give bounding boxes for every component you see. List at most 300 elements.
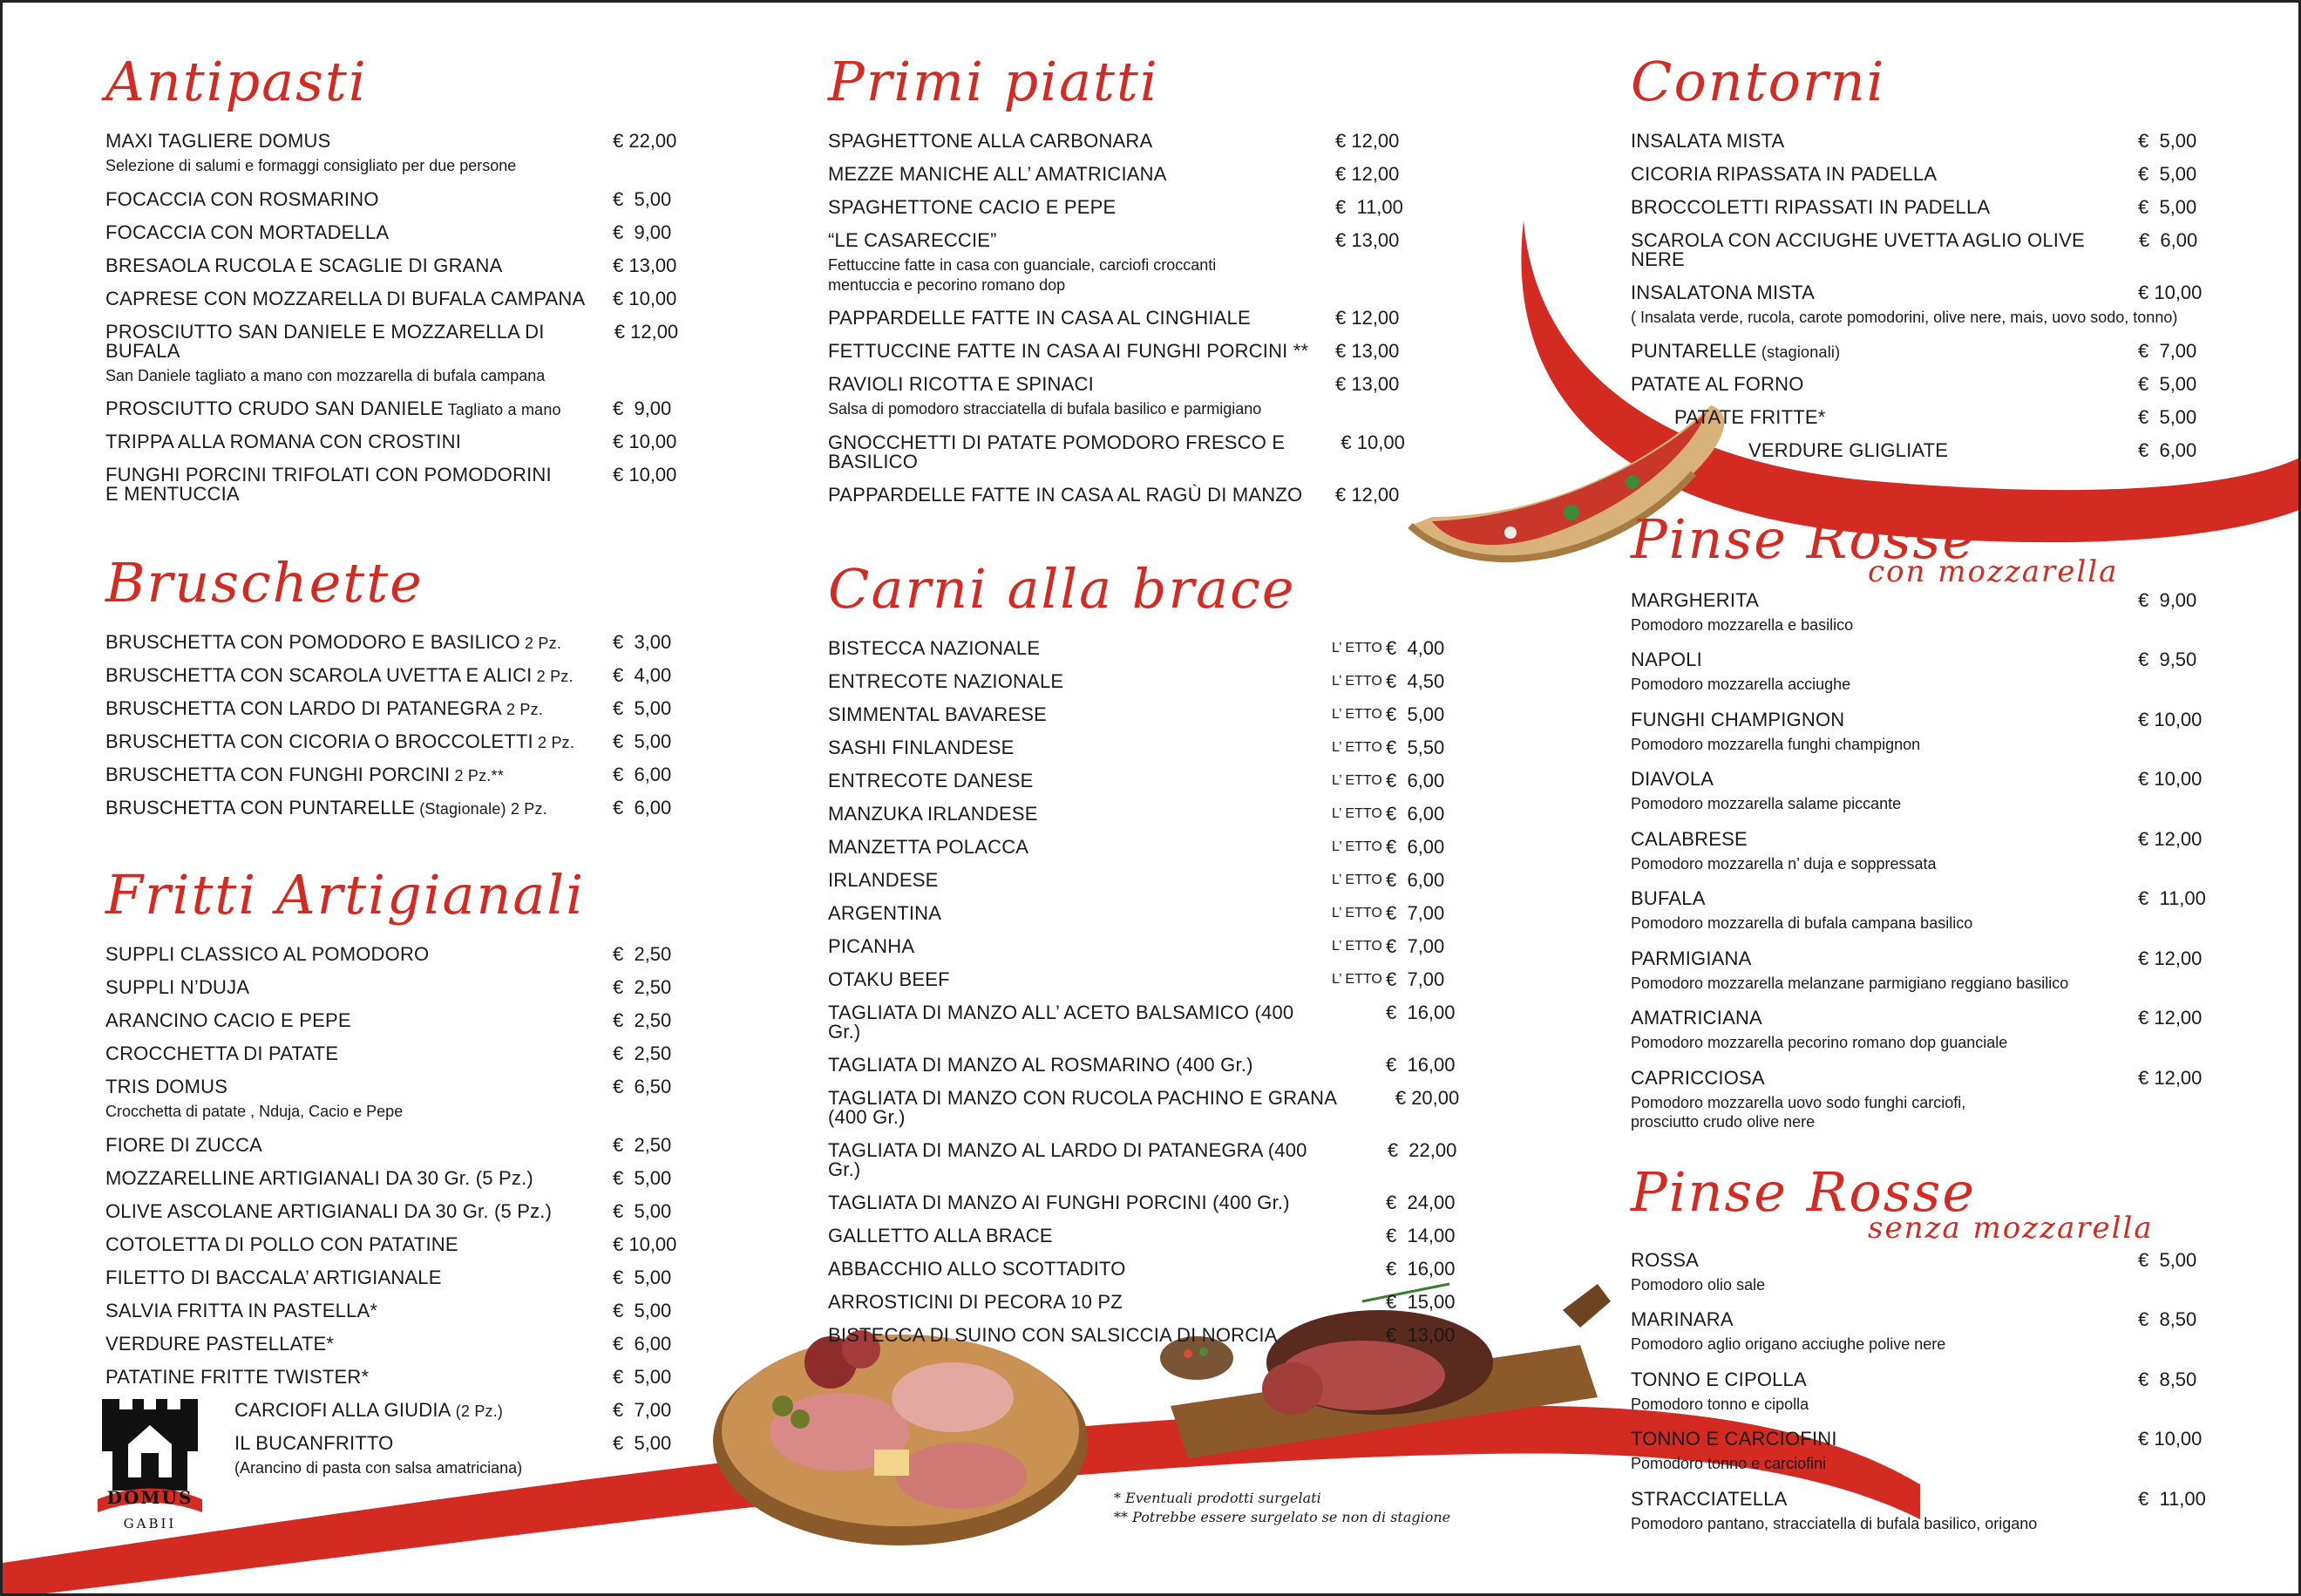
menu-item-description: Pomodoro mozzarella n’ duja e soppressata	[1631, 854, 1937, 873]
menu-item-price: € 6,00	[2138, 229, 2198, 251]
menu-item-row	[1631, 1066, 2216, 1089]
menu-item-name-text: MARGHERITA	[1631, 588, 1760, 611]
menu-item-name	[828, 1290, 1332, 1313]
menu-item-price: € 6,00	[613, 797, 672, 818]
menu-item-price: € 2,50	[613, 976, 672, 998]
menu-item-name	[828, 1323, 1332, 1346]
menu-item-row	[828, 901, 1464, 924]
menu-item-row	[105, 187, 691, 210]
menu-item-name-text: ABBACCHIO ALLO SCOTTADITO	[828, 1257, 1126, 1280]
menu-item-row	[1631, 1430, 2216, 1449]
menu-item-description: Selezione di salumi e formaggi consigliato per due persone	[105, 157, 517, 174]
menu-item-row	[105, 1133, 691, 1156]
menu-item-price: € 14,00	[1386, 1224, 1456, 1246]
menu-item	[1631, 1487, 2216, 1534]
menu-item-name	[828, 1138, 1334, 1180]
menu-item	[105, 399, 691, 418]
menu-item-description: (Arancino di pasta con salsa amatriciana)	[234, 1458, 523, 1477]
menu-item-name-text: DIAVOLA	[1631, 768, 1714, 790]
menu-item-name-text: SCAROLA CON ACCIUGHE UVETTA AGLIO OLIVE NERE	[1631, 229, 2085, 270]
menu-item-row	[105, 978, 691, 997]
menu-item-name-text: BRUSCHETTA CON LARDO DI PATANEGRA	[105, 697, 502, 719]
menu-item-row	[828, 1323, 1464, 1346]
menu-item-unit	[1332, 1260, 1386, 1262]
menu-item-price: € 10,00	[2138, 768, 2203, 790]
menu-item-unit: L’ ETTO	[1332, 772, 1382, 788]
menu-item-unit: L’ ETTO	[1332, 839, 1382, 854]
menu-item-unit	[1332, 1326, 1386, 1328]
menu-item-name	[105, 187, 613, 210]
menu-item-price: € 12,00	[614, 320, 679, 343]
menu-item-name	[105, 1365, 613, 1388]
menu-item-name-text: INSALATA MISTA	[1631, 130, 1785, 152]
menu-item-price: € 16,00	[1386, 1001, 1456, 1023]
menu-item-note: (Stagionale) 2 Pz.	[415, 800, 547, 818]
menu-item-row	[105, 399, 691, 418]
menu-item-name	[105, 320, 614, 362]
menu-item-row	[1631, 949, 2216, 968]
menu-item-description: Crocchetta di patate , Nduja, Cacio e Pepe	[105, 1103, 404, 1120]
menu-item-name	[105, 132, 613, 151]
menu-item-row	[234, 1398, 691, 1421]
menu-item-unit	[1347, 1089, 1395, 1091]
menu-item-name	[1631, 1248, 2138, 1271]
menu-item-price: € 12,00	[1335, 130, 1400, 152]
menu-item-name	[828, 771, 1332, 791]
menu-item-name	[105, 1301, 613, 1321]
menu-item-name-text: PAPPARDELLE FATTE IN CASA AL CINGHIALE	[828, 307, 1251, 329]
menu-item-name	[105, 465, 613, 504]
menu-item-unit	[1334, 1141, 1388, 1144]
menu-item-name	[105, 945, 613, 964]
menu-item-name-text: PATATE FRITTE*	[1674, 405, 1826, 428]
menu-item-name	[1631, 231, 2139, 269]
menu-item-name-text: NAPOLI	[1631, 649, 1702, 670]
footnote-frozen: * Eventuali prodotti surgelati	[1114, 1490, 1321, 1506]
menu-item	[828, 342, 1414, 361]
menu-item	[1631, 710, 2216, 755]
menu-item-name-text: FIORE DI ZUCCA	[105, 1133, 263, 1156]
menu-item-price: € 6,00	[2138, 438, 2197, 461]
menu-item	[105, 187, 691, 210]
menu-item-note: 2 Pz.	[501, 701, 544, 718]
menu-item-row	[105, 798, 691, 818]
menu-item	[1631, 949, 2216, 994]
contorni-title: Contorni	[1631, 50, 1886, 113]
menu-item-price: € 6,50	[613, 1076, 672, 1097]
menu-item-row	[1631, 710, 2216, 730]
menu-item-name	[828, 1226, 1332, 1246]
menu-item-row	[828, 1003, 1464, 1042]
menu-item	[1631, 1370, 2216, 1415]
menu-item-name	[105, 798, 613, 818]
menu-item-unit: L’ ETTO	[1332, 872, 1382, 887]
menu-item-note: 2 Pz.**	[450, 767, 504, 784]
menu-item	[828, 1290, 1464, 1313]
menu-item-row	[105, 320, 691, 362]
menu-item-row	[105, 699, 691, 718]
menu-item-price: € 2,50	[613, 1042, 672, 1064]
menu-item-name-text: PAPPARDELLE FATTE IN CASA AL RAGÙ DI MANZO	[828, 483, 1303, 506]
menu-item-description: ( Insalata verde, rucola, carote pomodorini, olive nere, mais, uovo sodo, tonno)	[1631, 309, 2178, 326]
menu-item	[828, 375, 1414, 419]
menu-item-name	[105, 223, 613, 242]
menu-item-price: € 5,50	[1386, 736, 1445, 758]
menu-item-row	[828, 342, 1414, 361]
menu-item-price: € 12,00	[2138, 1066, 2203, 1089]
menu-item	[1631, 1066, 2216, 1132]
menu-item-note: 2 Pz.	[532, 668, 574, 685]
menu-item-name-text: SALVIA FRITTA IN PASTELLA*	[105, 1299, 378, 1321]
menu-item-name	[234, 1398, 613, 1421]
menu-item-row	[105, 765, 691, 784]
menu-item-name-text: BRESAOLA RUCOLA E SCAGLIE DI GRANA	[105, 254, 503, 276]
menu-item-price: € 5,00	[2138, 130, 2197, 152]
menu-item-price: € 6,00	[1386, 835, 1445, 858]
primi-title: Primi piatti	[828, 50, 1159, 113]
menu-item-name-text: BROCCOLETTI RIPASSATI IN PADELLA	[1631, 196, 1991, 218]
menu-item-name	[105, 978, 613, 997]
menu-item-name-text: ARROSTICINI DI PECORA 10 PZ	[828, 1290, 1123, 1313]
menu-item-name-text: CICORIA RIPASSATA IN PADELLA	[1631, 163, 1938, 185]
menu-item-name	[828, 309, 1335, 328]
menu-item-name-text: ENTRECOTE DANESE	[828, 769, 1034, 791]
menu-item-name	[828, 738, 1332, 757]
menu-item-name	[828, 198, 1335, 217]
menu-item-price: € 5,00	[613, 1299, 672, 1321]
menu-item-price: € 5,00	[613, 1365, 672, 1388]
menu-item-row	[1631, 372, 2216, 395]
menu-item	[1631, 372, 2216, 395]
menu-item	[828, 1257, 1464, 1280]
menu-item-name-text: FILETTO DI BACCALA’ ARTIGIANALE	[105, 1266, 442, 1288]
menu-item-name	[105, 256, 613, 275]
menu-item-name	[105, 666, 613, 685]
menu-item	[105, 1044, 691, 1063]
menu-item	[828, 934, 1464, 957]
pinse-con-list	[1631, 588, 2216, 1132]
menu-item	[105, 132, 691, 176]
menu-item-name	[1631, 1487, 2138, 1510]
menu-item-price: € 22,00	[1387, 1138, 1457, 1161]
pinse-senza-header	[1631, 1159, 2216, 1251]
menu-item-name	[105, 699, 613, 718]
menu-item	[105, 465, 691, 504]
menu-item-name-text: OTAKU BEEF	[828, 968, 950, 990]
menu-item-description: Pomodoro olio sale	[1631, 1275, 1766, 1294]
menu-item-unit	[1332, 1056, 1386, 1058]
bruschette-list	[105, 633, 691, 818]
menu-item-price: € 13,00	[1335, 229, 1400, 251]
menu-item	[828, 1323, 1464, 1346]
menu-item	[828, 1003, 1464, 1042]
menu-item	[105, 1166, 691, 1189]
menu-item-row	[105, 1199, 691, 1222]
menu-item-price: € 5,00	[2138, 1248, 2197, 1271]
menu-item-price: € 12,00	[2138, 827, 2203, 850]
menu-item-name-text: ROSSA	[1631, 1248, 1700, 1271]
menu-item	[1631, 889, 2216, 934]
antipasti-title: Antipasti	[105, 50, 368, 113]
menu-item-name-text: TAGLIATA DI MANZO AL LARDO DI PATANEGRA (400 Gr.)	[828, 1138, 1307, 1180]
contorni-list	[1631, 132, 2216, 460]
menu-item-row	[828, 669, 1464, 692]
menu-item-name-text: TAGLIATA DI MANZO ALL’ ACETO BALSAMICO (400 Gr.)	[828, 1001, 1294, 1042]
menu-item-row	[105, 465, 691, 504]
menu-item	[105, 1268, 691, 1287]
menu-item-name	[1631, 889, 2138, 908]
menu-item-name	[1631, 1066, 2138, 1089]
menu-item-row	[1631, 132, 2216, 151]
menu-item-description: Pomodoro mozzarella melanzane parmigiano reggiano basilico	[1631, 974, 2069, 992]
menu-item-row	[105, 1235, 691, 1254]
menu-item	[828, 669, 1464, 692]
menu-item-name	[105, 732, 613, 751]
menu-item-name-text: FOCACCIA CON ROSMARINO	[105, 187, 379, 210]
menu-item	[828, 433, 1414, 472]
menu-item-name-text: TAGLIATA DI MANZO AI FUNGHI PORCINI (400 Gr.)	[828, 1191, 1290, 1213]
menu-item-name-text: MOZZARELLINE ARTIGIANALI DA 30 Gr. (5 Pz.)	[105, 1166, 533, 1189]
menu-item-name	[105, 289, 613, 309]
menu-item	[828, 835, 1464, 858]
menu-item-name-text: FETTUCCINE FATTE IN CASA AI FUNGHI PORCINI **	[828, 340, 1309, 362]
menu-item-price: € 9,00	[2138, 588, 2197, 611]
menu-item	[828, 231, 1414, 295]
menu-item-name-text: MANZETTA POLACCA	[828, 835, 1029, 858]
menu-item-row	[828, 970, 1464, 989]
menu-item-description: Salsa di pomodoro stracciatella di bufala basilico e parmigiano	[828, 400, 1262, 418]
menu-item-name-text: FUNGHI CHAMPIGNON	[1631, 708, 1845, 730]
menu-item-name-text: MARINARA	[1631, 1308, 1734, 1330]
menu-item-row	[828, 165, 1414, 184]
menu-item-name-text: BRUSCHETTA CON SCAROLA UVETTA E ALICI	[105, 664, 533, 686]
menu-item-row	[1631, 198, 2216, 217]
menu-item	[1631, 1310, 2216, 1355]
menu-item	[1631, 650, 2216, 695]
menu-item	[1631, 405, 2216, 428]
menu-item-price: € 7,00	[1386, 968, 1445, 990]
menu-item-unit: L’ ETTO	[1332, 938, 1382, 954]
menu-item-name-text: SPAGHETTONE ALLA CARBONARA	[828, 130, 1153, 152]
menu-item-price: € 7,00	[613, 1398, 672, 1421]
menu-item-unit: L’ ETTO	[1332, 971, 1382, 987]
menu-item-name	[1631, 650, 2138, 669]
antipasti-list	[105, 132, 691, 504]
menu-item-row	[105, 1166, 691, 1189]
menu-item	[1631, 198, 2216, 217]
menu-item-row	[828, 198, 1414, 217]
menu-item-price: € 13,00	[1335, 340, 1400, 362]
menu-item-name-text: VERDURE GLIGLIATE	[1748, 438, 1949, 461]
menu-item-name	[105, 1044, 613, 1063]
menu-item	[828, 636, 1464, 659]
pinse-con-header	[1631, 506, 2216, 591]
pinse-con-title: Pinse Rosse	[1631, 506, 1977, 571]
menu-item-row	[828, 1053, 1464, 1076]
menu-item-name	[828, 835, 1332, 858]
menu-item-price: € 12,00	[2138, 1007, 2203, 1029]
menu-item-price: € 16,00	[1386, 1257, 1456, 1280]
menu-item	[1631, 231, 2216, 269]
menu-item	[828, 1226, 1464, 1246]
menu-item	[1631, 588, 2216, 635]
menu-item-name	[1631, 949, 2138, 968]
menu-item-price: € 5,00	[1386, 703, 1445, 725]
menu-item-note: 2 Pz.	[533, 734, 575, 751]
menu-item-description: Pomodoro aglio origano acciughe polive nere	[1631, 1335, 1946, 1353]
menu-item	[1631, 1430, 2216, 1474]
menu-item-name-text: TRIS DOMUS	[105, 1076, 228, 1097]
menu-item-row	[828, 433, 1414, 472]
menu-item-price: € 10,00	[613, 287, 677, 309]
menu-item-row	[1748, 438, 2216, 461]
column-right	[1631, 50, 2216, 1549]
menu-item-row	[828, 835, 1464, 858]
menu-item-name	[828, 375, 1335, 394]
menu-item-name-text: TRIPPA ALLA ROMANA CON CROSTINI	[105, 431, 462, 452]
pinse-con-subtitle: con mozzarella	[1868, 554, 2119, 589]
menu-item-name-text: PROSCIUTTO SAN DANIELE E MOZZARELLA DI BUFALA	[105, 320, 545, 362]
menu-item-unit: L’ ETTO	[1332, 673, 1382, 689]
menu-item-row	[1631, 339, 2216, 362]
menu-item-unit: L’ ETTO	[1332, 706, 1382, 722]
menu-item-row	[105, 289, 691, 309]
menu-item	[1631, 339, 2216, 362]
menu-item-price: € 24,00	[1386, 1191, 1456, 1213]
menu-item-row	[1631, 770, 2216, 789]
menu-item-name-text: BRUSCHETTA CON FUNGHI PORCINI	[105, 764, 451, 785]
menu-item-name-text: ARGENTINA	[828, 901, 942, 924]
menu-item-note: 2 Pz.	[519, 635, 562, 652]
menu-item-price: € 11,00	[2138, 887, 2206, 909]
menu-item-row	[828, 771, 1464, 791]
menu-item	[105, 1301, 691, 1321]
menu-item-row	[105, 1301, 691, 1321]
menu-item-row	[1631, 1487, 2216, 1510]
menu-item-unit: L’ ETTO	[1332, 805, 1382, 821]
menu-item-name	[828, 868, 1332, 891]
menu-item-price: € 11,00	[1335, 196, 1403, 218]
menu-item-name	[1631, 372, 2138, 395]
menu-item-price: € 10,00	[2138, 708, 2203, 730]
menu-item-name	[1631, 1370, 2138, 1389]
menu-item-price: € 6,00	[1386, 769, 1445, 791]
menu-item-row	[828, 309, 1414, 328]
menu-item-name	[105, 399, 613, 418]
menu-item-name	[828, 1193, 1332, 1212]
menu-item-name-text: FUNGHI PORCINI TRIFOLATI CON POMODORINI E MENTUCCIA	[105, 464, 552, 505]
menu-item	[1631, 1248, 2216, 1295]
menu-item-row	[1631, 1370, 2216, 1389]
menu-item	[828, 198, 1414, 217]
menu-item	[1631, 827, 2216, 874]
menu-item-name	[1748, 438, 2138, 461]
menu-item-price: € 4,50	[1386, 669, 1445, 692]
menu-item-price: € 12,00	[1335, 307, 1400, 329]
menu-item-name	[234, 1431, 613, 1454]
menu-item-row	[105, 223, 691, 242]
menu-item-unit	[1332, 1226, 1386, 1229]
menu-item-name-text: BRUSCHETTA CON CICORIA O BROCCOLETTI	[105, 730, 533, 752]
carni-list	[828, 636, 1464, 1346]
menu-item-name-text: CROCCHETTA DI PATATE	[105, 1042, 339, 1064]
menu-item-price: € 15,00	[1386, 1290, 1456, 1313]
menu-item	[105, 1199, 691, 1222]
menu-item-price: € 2,50	[613, 1133, 672, 1156]
menu-item-name	[828, 669, 1332, 692]
menu-item-description: Pomodoro mozzarella funghi champignon	[1631, 735, 1921, 753]
menu-item-row	[1631, 1009, 2216, 1028]
menu-item-name	[828, 1053, 1332, 1076]
menu-item-name-text: BRUSCHETTA CON POMODORO E BASILICO	[105, 631, 520, 653]
menu-item-name	[105, 633, 613, 652]
menu-item-name	[1631, 1310, 2138, 1329]
menu-item-price: € 8,50	[2138, 1368, 2197, 1390]
menu-item	[828, 705, 1464, 724]
menu-item-name	[1631, 588, 2138, 611]
menu-item-description: Fettuccine fatte in casa con guanciale, carciofi croccanti mentuccia e pecorino romano dop	[828, 256, 1217, 294]
menu-item	[828, 1086, 1464, 1128]
menu-item-price: € 9,00	[613, 397, 672, 419]
menu-item-name	[828, 901, 1332, 924]
menu-item-unit: L’ ETTO	[1332, 905, 1382, 920]
footnote-seasonal: ** Potrebbe essere surgelato se non di stagione	[1114, 1509, 1451, 1526]
menu-item-price: € 5,00	[613, 730, 672, 752]
menu-item-price: € 10,00	[613, 1233, 677, 1255]
menu-item-note: (2 Pz.)	[451, 1402, 504, 1420]
menu-item-name-text: MAXI TAGLIERE DOMUS	[105, 130, 331, 152]
menu-item-name	[105, 1235, 613, 1254]
pinse-senza-list	[1631, 1248, 2216, 1534]
menu-item	[828, 132, 1414, 151]
menu-item-name	[1631, 827, 2138, 850]
menu-item-row	[105, 132, 691, 151]
menu-item-name-text: STRACCIATELLA	[1631, 1487, 1788, 1510]
menu-item-name-text: TONNO E CIPOLLA	[1631, 1368, 1807, 1390]
menu-item-name-text: IL BUCANFRITTO	[234, 1431, 394, 1454]
menu-item-note: Tagliato a mano	[443, 401, 561, 418]
menu-item-name-text: INSALATONA MISTA	[1631, 282, 1816, 303]
menu-item-price: € 4,00	[613, 664, 672, 686]
menu-item-price: € 2,50	[613, 1009, 672, 1031]
menu-item-name	[1631, 770, 2138, 789]
menu-item	[105, 765, 691, 784]
menu-item-name-text: MANZUKA IRLANDESE	[828, 802, 1038, 825]
menu-item-name-text: SIMMENTAL BAVARESE	[828, 703, 1047, 725]
menu-item-name	[828, 132, 1335, 151]
menu-item	[1631, 1009, 2216, 1053]
menu-item-name-text: IRLANDESE	[828, 868, 939, 891]
menu-item-name-text: ENTRECOTE NAZIONALE	[828, 669, 1064, 692]
menu-item-name-text: TAGLIATA DI MANZO CON RUCOLA PACHINO E GRANA (400 Gr.)	[828, 1086, 1336, 1128]
menu-item-name	[828, 342, 1335, 361]
menu-item-price: € 5,00	[613, 1431, 672, 1454]
carni-title: Carni alla brace	[828, 556, 1296, 621]
menu-item-row	[105, 1268, 691, 1287]
menu-item-name	[828, 705, 1332, 724]
menu-item-price: € 10,00	[2138, 1428, 2203, 1450]
menu-item-description: Pomodoro mozzarella uovo sodo funghi carciofi, prosciutto crudo olive nere	[1631, 1093, 1966, 1131]
menu-item-name-text: GALLETTO ALLA BRACE	[828, 1224, 1053, 1246]
menu-item-name-text: PATATINE FRITTE TWISTER*	[105, 1365, 370, 1388]
menu-item-name-text: BRUSCHETTA CON PUNTARELLE	[105, 797, 416, 818]
menu-item-name-text: TONNO E CARCIOFINI	[1631, 1428, 1837, 1450]
menu-item-price: € 8,50	[2138, 1308, 2197, 1330]
menu-item-name	[105, 1332, 613, 1355]
menu-item-row	[105, 732, 691, 751]
menu-item-name-text: BISTECCA NAZIONALE	[828, 636, 1041, 659]
menu-item-name	[1631, 132, 2138, 151]
